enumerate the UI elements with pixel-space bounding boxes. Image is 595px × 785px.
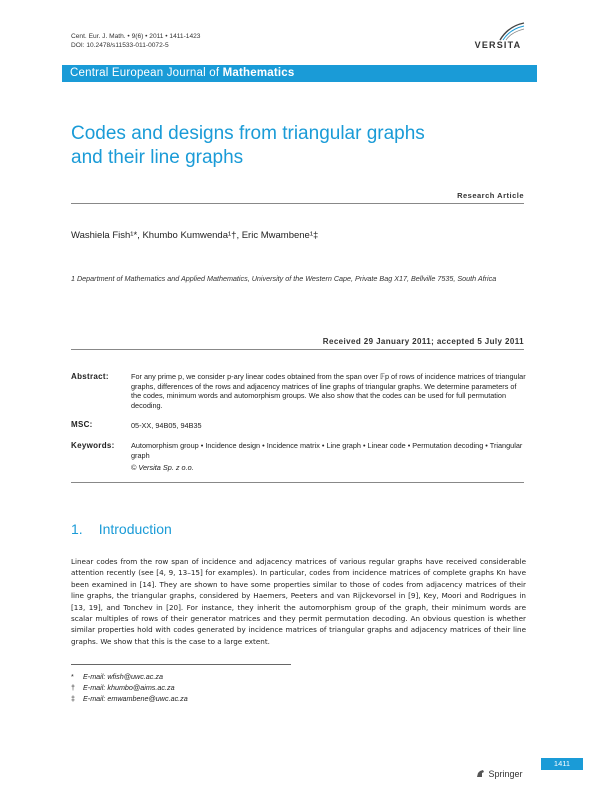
- section-number: 1.: [71, 521, 83, 537]
- journal-name-bold: Mathematics: [222, 67, 295, 79]
- versita-logo: [470, 22, 526, 50]
- footnotes: [71, 671, 188, 704]
- paper-title: [71, 122, 471, 170]
- msc-label: MSC:: [71, 420, 93, 429]
- author-list: Washiela Fish¹*, Khumbo Kumwenda¹†, Eric Mwambene¹‡: [71, 230, 319, 241]
- title-line-1: Codes and designs from triangular graphs: [71, 123, 425, 144]
- springer-logo: [475, 768, 523, 779]
- divider: [71, 349, 524, 350]
- page-number: 1411: [541, 758, 583, 770]
- divider: [71, 203, 524, 204]
- introduction-body: Linear codes from the row span of incidence and adjacency matrices of various regular graphs have received considerable attention recently (see [4, 9, 13–15] for examples). In particular, codes from incidence matrices of complete graphs Kn have been examined in [14]. They are shown to have some properties similar to those of codes from adjacency matrices of their line graphs, the triangular graphs, considered by Haemers, Peeters and van Rijckevorsel in [9], Key, Moori and Rodrigues in [13, 19], and Tonchev in [20]. For instance, they inherit the automorphism group of the graph, their minimum words are scalar multiples of rows of their generator matrices and they permit permutation decoding. An obvious question is whether similar properties hold with codes generated by incidence matrices of triangular graphs and adjacency matrices of their line graphs. We show that this is the case to a large extent.: [71, 557, 526, 646]
- section-title: Introduction: [98, 521, 172, 537]
- footnote-item: [71, 671, 188, 682]
- versita-wordmark: VERSITA: [474, 40, 522, 50]
- abstract-label: Abstract:: [71, 372, 109, 381]
- footnote-mark: †: [71, 683, 75, 692]
- received-dates: Received 29 January 2011; accepted 5 July 2011: [322, 337, 524, 346]
- footnote-email[interactable]: E-mail: emwambene@uwc.ac.za: [83, 694, 188, 703]
- journal-name-prefix: Central European Journal of: [70, 67, 223, 79]
- citation-line-1: Cent. Eur. J. Math. • 9(6) • 2011 • 1411-1423: [71, 33, 201, 40]
- springer-wordmark: Springer: [488, 769, 523, 779]
- abstract-text: For any prime p, we consider p-ary linear codes obtained from the span over 𝔽p of rows of incidence matrices of triangular graphs, differences of the rows and adjacency matrices of line graphs of triangular graphs. We determine parameters of the codes, minimum words and automorphism groups. We also show that the codes can be used for full permutation decoding.: [131, 372, 526, 410]
- footnote-mark: ‡: [71, 694, 75, 703]
- doi-line: DOI: 10.2478/s11533-011-0072-5: [71, 41, 169, 49]
- journal-banner: [62, 65, 537, 82]
- footnote-item: [71, 682, 188, 693]
- versita-swoosh-icon: [470, 22, 526, 42]
- article-type: Research Article: [457, 191, 524, 200]
- footnote-mark: *: [71, 672, 74, 681]
- copyright-notice: © Versita Sp. z o.o.: [131, 463, 194, 472]
- msc-text: 05-XX, 94B05, 94B35: [131, 421, 202, 430]
- footnote-item: [71, 693, 188, 704]
- divider: [71, 482, 524, 483]
- keywords-label: Keywords:: [71, 441, 115, 450]
- citation-header: [71, 33, 200, 50]
- title-line-2: and their line graphs: [71, 147, 244, 168]
- affiliation: 1 Department of Mathematics and Applied Mathematics, University of the Western Cape, Private Bag X17, Bellville 7535, South Africa: [71, 274, 497, 283]
- keywords-text: Automorphism group • Incidence design • Incidence matrix • Line graph • Linear code • Permutation decoding • Triangular graph: [131, 441, 523, 460]
- footnote-email[interactable]: E-mail: khumbo@aims.ac.za: [83, 683, 175, 692]
- section-heading: [71, 521, 188, 537]
- footnote-email[interactable]: E-mail: wfish@uwc.ac.za: [83, 672, 163, 681]
- footnote-rule: [71, 664, 291, 665]
- springer-horse-icon: [475, 768, 486, 779]
